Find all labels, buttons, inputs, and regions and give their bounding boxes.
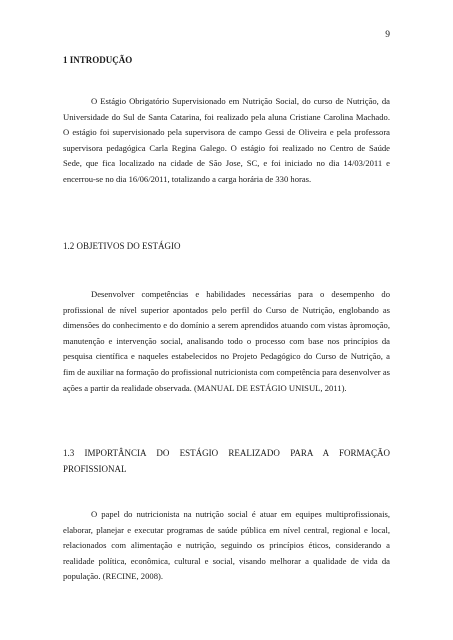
section-paragraph-importancia: O papel do nutricionista na nutrição social é atuar em equipes multiprofissionais, elaborar, planejar e executar programas de saúde pública em nível central, regional e local, relacionados com alimentação e nutrição, seguindo os princípios éticos, considerando a realidade política, econômica, cultural e social, visando melhorar a qualidade de vida da população. (RECINE, 2008). — [63, 509, 390, 582]
section-heading-objetivos: 1.2 OBJETIVOS DO ESTÁGIO — [63, 241, 181, 251]
section-paragraph-introducao: O Estágio Obrigatório Supervisionado em Nutrição Social, do curso de Nutrição, da Universidade do Sul de Santa Catarina, foi realizado pela aluna Cristiane Carolina Machado. O estágio foi supervisionado pela supervisora de campo Gessi de Oliveira e pela professora supervisora pedagógica Carla Regina Galego. O estágio foi realizado no Centro de Saúde Sede, que fica localizado na cidade de São Jose, SC, e foi iniciado no dia 14/03/2011 e encerrou-se no dia 16/06/2011, totalizando a carga horária de 330 horas. — [63, 96, 390, 184]
section-heading-importancia: 1.3 IMPORTÂNCIA DO ESTÁGIO REALIZADO PARA A FORMAÇÃO PROFISSIONAL — [63, 448, 390, 474]
page-number: 9 — [385, 30, 390, 40]
section-heading-introducao: 1 INTRODUÇÃO — [63, 55, 133, 65]
section-paragraph-objetivos: Desenvolver competências e habilidades necessárias para o desempenho do profissional de nível superior apontados pelo perfil do Curso de Nutrição, englobando as dimensões do conhecimento e do domínio a serem aprendidos atuando com vistas àpromoção, manutenção e intervenção social, analisando todo o processo com base nos princípios da pesquisa científica e naqueles estabelecidos no Projeto Pedagógico do Curso de Nutrição, a fim de auxiliar na formação do profissional nutricionista com competência para desenvolver as ações a partir da realidade observada. (MANUAL DE ESTÁGIO UNISUL, 2011). — [63, 289, 390, 393]
